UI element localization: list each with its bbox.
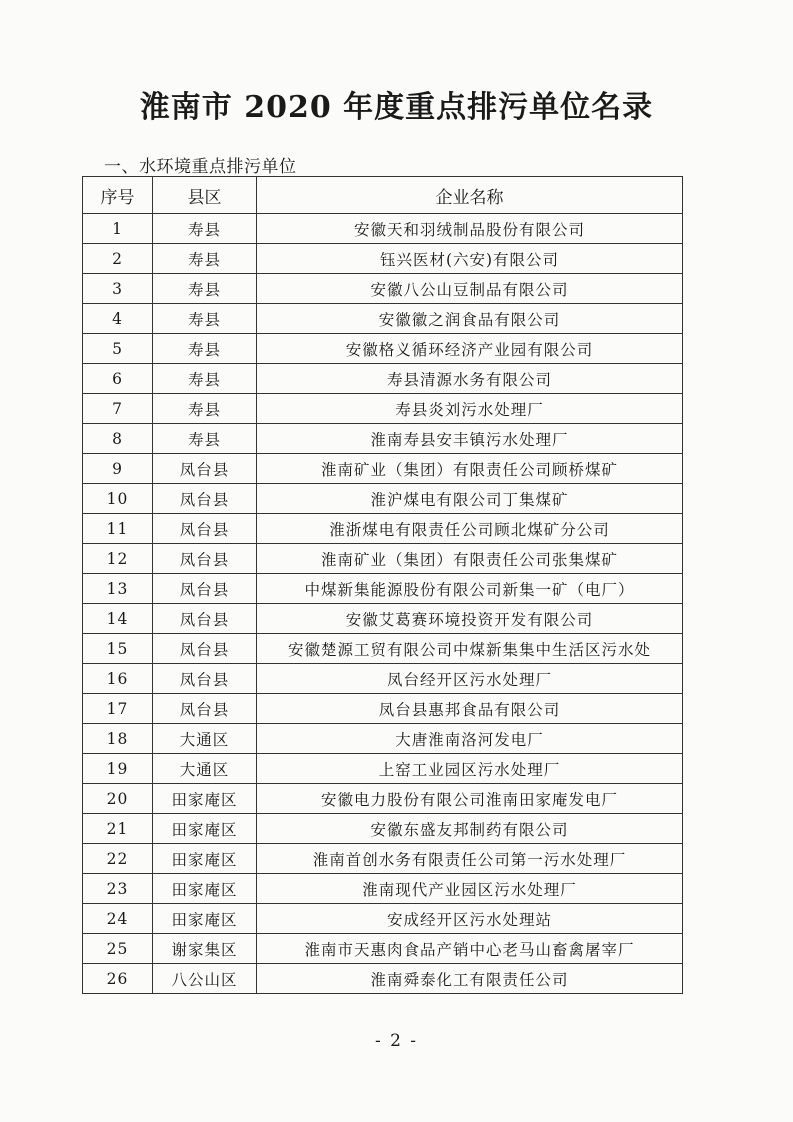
row-district: 凤台县 — [153, 634, 257, 664]
row-district: 凤台县 — [153, 604, 257, 634]
table-row — [83, 424, 683, 454]
row-number: 5 — [83, 334, 153, 364]
header-district: 县区 — [153, 177, 257, 214]
row-number: 11 — [83, 514, 153, 544]
row-district: 大通区 — [153, 724, 257, 754]
table-row — [83, 394, 683, 424]
table-row — [83, 214, 683, 244]
row-district: 凤台县 — [153, 514, 257, 544]
row-number: 26 — [83, 964, 153, 994]
row-number: 9 — [83, 454, 153, 484]
row-company-name: 安徽电力股份有限公司淮南田家庵发电厂 — [257, 784, 683, 814]
pollutant-units-table — [82, 176, 683, 994]
row-number: 21 — [83, 814, 153, 844]
header-no: 序号 — [83, 177, 153, 214]
row-district: 谢家集区 — [153, 934, 257, 964]
row-number: 16 — [83, 664, 153, 694]
table-row — [83, 874, 683, 904]
table-row — [83, 664, 683, 694]
row-number: 13 — [83, 574, 153, 604]
row-district: 田家庵区 — [153, 814, 257, 844]
row-company-name: 大唐淮南洛河发电厂 — [257, 724, 683, 754]
row-company-name: 淮南首创水务有限责任公司第一污水处理厂 — [257, 844, 683, 874]
table-row — [83, 634, 683, 664]
row-district: 寿县 — [153, 304, 257, 334]
row-district: 八公山区 — [153, 964, 257, 994]
row-number: 6 — [83, 364, 153, 394]
table-row — [83, 934, 683, 964]
row-number: 25 — [83, 934, 153, 964]
row-number: 20 — [83, 784, 153, 814]
row-company-name: 钰兴医材(六安)有限公司 — [257, 244, 683, 274]
row-district: 凤台县 — [153, 694, 257, 724]
table-row — [83, 814, 683, 844]
row-district: 寿县 — [153, 214, 257, 244]
row-number: 12 — [83, 544, 153, 574]
table-body — [83, 214, 683, 994]
row-district: 田家庵区 — [153, 904, 257, 934]
row-company-name: 淮南舜泰化工有限责任公司 — [257, 964, 683, 994]
row-company-name: 寿县炎刘污水处理厂 — [257, 394, 683, 424]
table-row — [83, 454, 683, 484]
row-company-name: 安徽艾葛赛环境投资开发有限公司 — [257, 604, 683, 634]
row-number: 14 — [83, 604, 153, 634]
row-number: 4 — [83, 304, 153, 334]
row-company-name: 上窑工业园区污水处理厂 — [257, 754, 683, 784]
table-row — [83, 274, 683, 304]
table-row — [83, 514, 683, 544]
page-title: 淮南市 2020 年度重点排污单位名录 — [139, 90, 654, 125]
row-number: 10 — [83, 484, 153, 514]
row-district: 田家庵区 — [153, 844, 257, 874]
table-row — [83, 754, 683, 784]
table-header-row — [83, 177, 683, 214]
row-district: 凤台县 — [153, 664, 257, 694]
row-district: 寿县 — [153, 394, 257, 424]
row-company-name: 凤台经开区污水处理厂 — [257, 664, 683, 694]
row-district: 凤台县 — [153, 454, 257, 484]
row-company-name: 淮南矿业（集团）有限责任公司顾桥煤矿 — [257, 454, 683, 484]
row-district: 寿县 — [153, 334, 257, 364]
row-district: 凤台县 — [153, 574, 257, 604]
table-row — [83, 334, 683, 364]
row-company-name: 安徽楚源工贸有限公司中煤新集集中生活区污水处 — [257, 634, 683, 664]
table-row — [83, 784, 683, 814]
table-row — [83, 364, 683, 394]
row-company-name: 淮浙煤电有限责任公司顾北煤矿分公司 — [257, 514, 683, 544]
row-company-name: 安徽天和羽绒制品股份有限公司 — [257, 214, 683, 244]
row-company-name: 淮沪煤电有限公司丁集煤矿 — [257, 484, 683, 514]
row-company-name: 淮南市天惠肉食品产销中心老马山畜禽屠宰厂 — [257, 934, 683, 964]
row-district: 凤台县 — [153, 484, 257, 514]
row-number: 23 — [83, 874, 153, 904]
section-heading: 一、水环境重点排污单位 — [104, 157, 297, 177]
row-number: 24 — [83, 904, 153, 934]
row-number: 22 — [83, 844, 153, 874]
row-company-name: 安徽八公山豆制品有限公司 — [257, 274, 683, 304]
row-district: 凤台县 — [153, 544, 257, 574]
table-row — [83, 724, 683, 754]
table-row — [83, 694, 683, 724]
row-company-name: 寿县清源水务有限公司 — [257, 364, 683, 394]
row-number: 2 — [83, 244, 153, 274]
table-row — [83, 544, 683, 574]
row-company-name: 淮南寿县安丰镇污水处理厂 — [257, 424, 683, 454]
row-number: 19 — [83, 754, 153, 784]
row-company-name: 淮南现代产业园区污水处理厂 — [257, 874, 683, 904]
table-row — [83, 844, 683, 874]
row-number: 7 — [83, 394, 153, 424]
row-district: 大通区 — [153, 754, 257, 784]
row-company-name: 安徽徽之润食品有限公司 — [257, 304, 683, 334]
row-company-name: 安成经开区污水处理站 — [257, 904, 683, 934]
table-row — [83, 604, 683, 634]
row-company-name: 安徽东盛友邦制药有限公司 — [257, 814, 683, 844]
row-district: 寿县 — [153, 274, 257, 304]
table-row — [83, 574, 683, 604]
page-number: - 2 - — [374, 1031, 419, 1051]
table-row — [83, 964, 683, 994]
row-number: 3 — [83, 274, 153, 304]
row-company-name: 淮南矿业（集团）有限责任公司张集煤矿 — [257, 544, 683, 574]
header-name: 企业名称 — [257, 177, 683, 214]
row-district: 田家庵区 — [153, 784, 257, 814]
table-row — [83, 244, 683, 274]
row-company-name: 安徽格义循环经济产业园有限公司 — [257, 334, 683, 364]
row-district: 寿县 — [153, 364, 257, 394]
row-district: 寿县 — [153, 424, 257, 454]
row-company-name: 凤台县惠邦食品有限公司 — [257, 694, 683, 724]
row-company-name: 中煤新集能源股份有限公司新集一矿（电厂） — [257, 574, 683, 604]
row-district: 田家庵区 — [153, 874, 257, 904]
row-number: 17 — [83, 694, 153, 724]
row-number: 15 — [83, 634, 153, 664]
table-row — [83, 904, 683, 934]
row-number: 18 — [83, 724, 153, 754]
row-number: 8 — [83, 424, 153, 454]
row-number: 1 — [83, 214, 153, 244]
table-row — [83, 304, 683, 334]
table-row — [83, 484, 683, 514]
row-district: 寿县 — [153, 244, 257, 274]
